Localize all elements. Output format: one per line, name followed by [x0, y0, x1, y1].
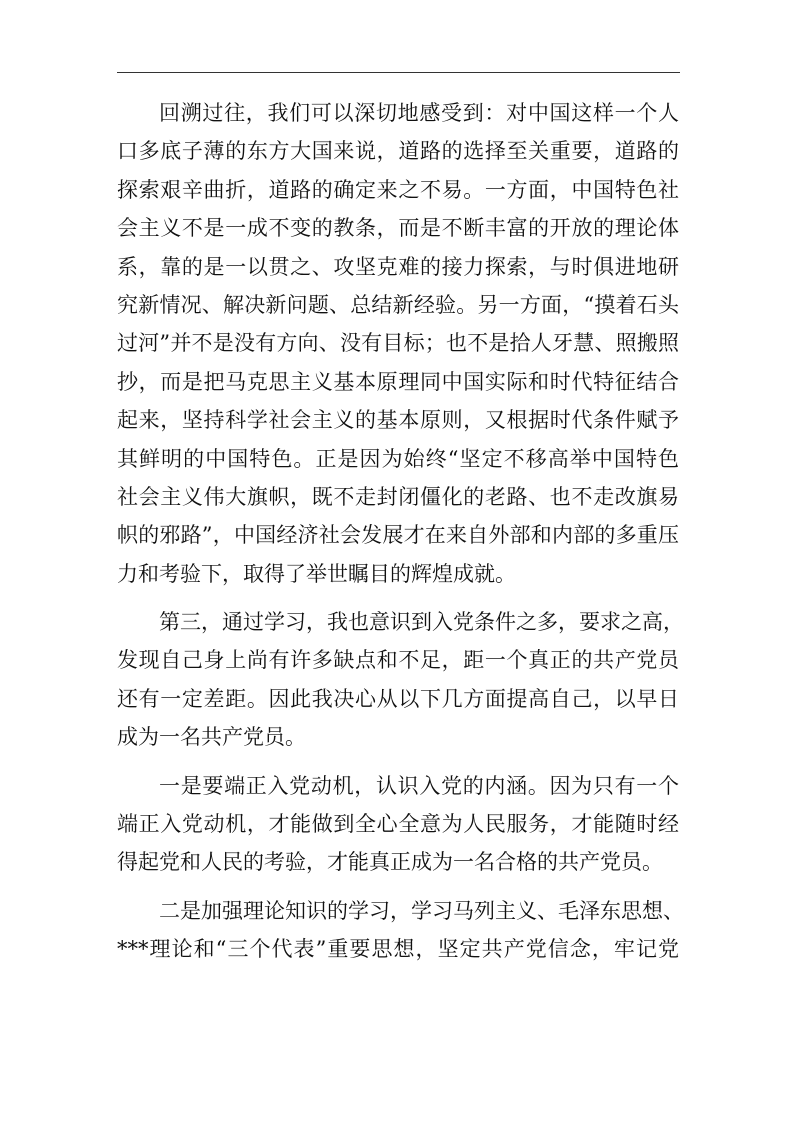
- paragraph-path-review: [117, 94, 679, 593]
- header-rule: [117, 72, 680, 73]
- paragraph-gap: [117, 593, 679, 603]
- paragraph-line: 一是要端正入党动机，认识入党的内涵。因为只有一个: [159, 773, 679, 798]
- paragraph-gap: [117, 882, 679, 892]
- paragraph-line: 起来，坚持科学社会主义的基本原则，又根据时代条件赋予: [117, 408, 679, 433]
- paragraph-line: 端正入党动机，才能做到全心全意为人民服务，才能随时经: [117, 812, 679, 837]
- paragraph-line: 第三，通过学习，我也意识到入党条件之多，要求之高，: [159, 610, 684, 635]
- paragraph-gap: [117, 757, 679, 767]
- paragraph-theory-study: [117, 892, 684, 969]
- paragraph-line: 社会主义伟大旗帜，既不走封闭僵化的老路、也不走改旗易: [117, 484, 679, 509]
- paragraph-motivation: [117, 767, 679, 882]
- paragraph-line: 究新情况、解决新问题、总结新经验。另一方面，“摸着石头: [117, 292, 679, 317]
- paragraph-line: 抄，而是把马克思主义基本原理同中国实际和时代特征结合: [117, 369, 679, 394]
- paragraph-line: 帜的邪路”，中国经济社会发展才在来自外部和内部的多重压: [117, 523, 679, 548]
- paragraph-line: 力和考验下，取得了举世瞩目的辉煌成就。: [117, 561, 516, 586]
- paragraph-line: ***理论和“三个代表”重要思想，坚定共产党信念，牢记党: [117, 937, 679, 962]
- paragraph-line: 会主义不是一成不变的教条，而是不断丰富的开放的理论体: [117, 216, 679, 241]
- paragraph-line: 二是加强理论知识的学习，学习马列主义、毛泽东思想、: [159, 898, 684, 923]
- paragraph-line: 回溯过往，我们可以深切地感受到：对中国这样一个人: [159, 101, 679, 125]
- body-text: [117, 94, 684, 969]
- paragraph-line: 系，靠的是一以贯之、攻坚克难的接力探索，与时俱进地研: [117, 254, 679, 279]
- paragraph-line: 还有一定差距。因此我决心从以下几方面提高自己，以早日: [117, 686, 679, 711]
- paragraph-line: 过河”并不是没有方向、没有目标；也不是拾人牙慧、照搬照: [117, 331, 679, 356]
- paragraph-line: 其鲜明的中国特色。正是因为始终“坚定不移高举中国特色: [117, 446, 679, 471]
- paragraph-line: 成为一名共产党员。: [117, 725, 306, 750]
- paragraph-third-point: [117, 603, 684, 757]
- paragraph-line: 探索艰辛曲折，道路的确定来之不易。一方面，中国特色社: [117, 177, 679, 202]
- paragraph-line: 得起党和人民的考验，才能真正成为一名合格的共产党员。: [117, 850, 663, 875]
- paragraph-line: 发现自己身上尚有许多缺点和不足，距一个真正的共产党员: [117, 648, 679, 673]
- paragraph-line: 口多底子薄的东方大国来说，道路的选择至关重要，道路的: [117, 139, 679, 164]
